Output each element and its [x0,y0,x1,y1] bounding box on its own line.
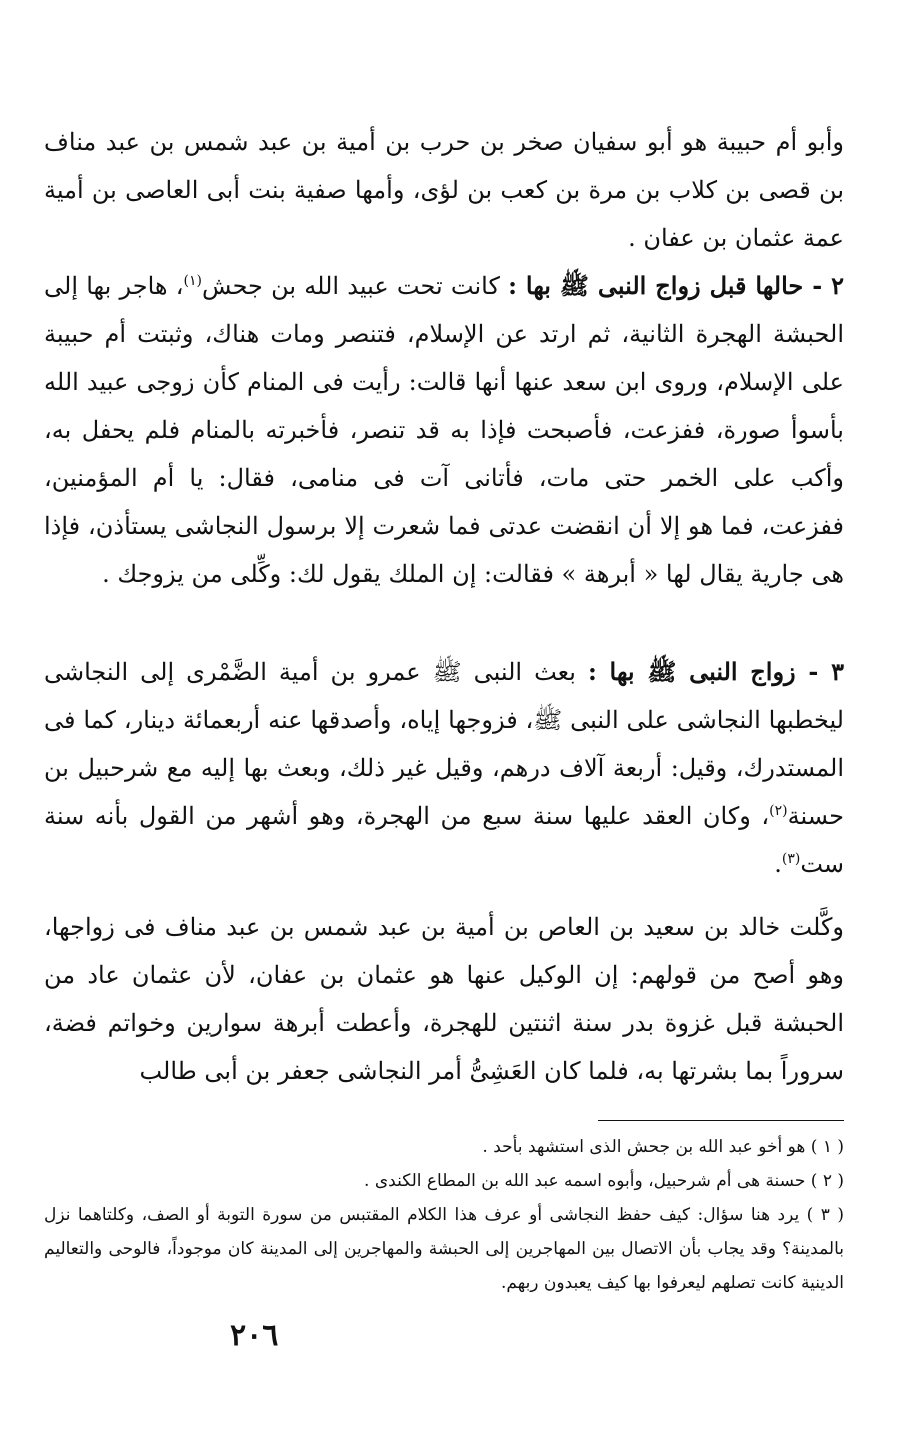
section-heading-3: ٣ - زواج النبى ﷺ بها : [587,657,844,686]
paragraph-lineage-text: وأبو أم حبيبة هو أبو سفيان صخر بن حرب بن أمية بن عبد شمس بن عبد مناف بن قصى بن كلاب بن مرة بن كعب بن لؤى، وأمها صفية بنت أبى العاصى بن أمية عمة عثمان بن عفان . [44,128,844,252]
footnote-ref-2[interactable]: (٢) [769,803,788,819]
paragraph-text: كانت تحت عبيد الله بن جحش [201,272,500,300]
section-heading-2: ٢ - حالها قبل زواج النبى ﷺ بها : [508,271,844,300]
footnotes [44,1130,844,1300]
footnote-2: ( ٢ ) حسنة هى أم شرحبيل، وأبوه اسمه عبد الله بن المطاع الكندى . [364,1171,844,1191]
footnote-ref-1[interactable]: (١) [183,273,202,289]
paragraph-text: ، وكان العقد عليها سنة سبع من الهجرة، وهو أشهر من القول بأنه سنة ست [44,802,844,878]
footnote-ref-3[interactable]: (٣) [781,851,801,867]
footnote-divider [598,1120,844,1121]
paragraph-text: بعث النبى ﷺ عمرو بن أمية الضَّمْرى إلى النجاشى ليخطبها النجاشى على النبى ﷺ، فزوجها إياه، وأصدقها عنه أربعمائة دينار، كما فى المستدرك، وقيل: أربعة آلاف درهم، وقيل غير ذلك، وبعث بها إليه مع شرحبيل بن حسنة [44,658,844,830]
paragraph-agent [44,903,844,1095]
paragraph-lineage [44,118,844,262]
footnote-3: ( ٣ ) يرد هنا سؤال: كيف حفظ النجاشى أو عرف هذا الكلام المقتبس من سورة التوبة أو الصف، وكلتاهما نزل بالمدينة؟ وقد يجاب بأن الاتصال بين المهاجرين إلى الحبشة والمهاجرين إلى المدينة كان موجوداً، فالوحى والتعاليم الدينية كانت تصلهم ليعرفوا بها كيف يعبدون ربهم. [44,1205,844,1293]
paragraph-agent-text: وكَّلت خالد بن سعيد بن العاص بن أمية بن عبد شمس بن عبد مناف فى زواجها، وهو أصح من قولهم: إن الوكيل عنها هو عثمان بن عفان، لأن عثمان عاد من الحبشة قبل غزوة بدر سنة اثنتين للهجرة، وأعطت أبرهة سوارين وخواتم فضة، سروراً بما بشرتها به، فلما كان العَشِىُّ أمر النجاشى جعفر بن أبى طالب [44,913,845,1085]
paragraph-text: . [774,850,782,878]
page-number: ٢٠٦ [230,1318,279,1353]
paragraph-before-marriage [44,262,844,598]
paragraph-marriage [44,648,844,888]
footnote-1: ( ١ ) هو أخو عبد الله بن جحش الذى استشهد بأحد . [482,1137,844,1157]
paragraph-text: ، هاجر بها إلى الحبشة الهجرة الثانية، ثم ارتد عن الإسلام، فتنصر ومات هناك، وثبتت أم حبيبة على الإسلام، وروى ابن سعد عنها أنها قالت: رأيت فى المنام كأن زوجى عبيد الله بأسوأ صورة، ففزعت، فأصبحت فإذا به قد تنصر، فأخبرته بالمنام فلم يحفل به، وأكب على الخمر حتى مات، فأتانى آت فى منامى، فقال: يا أم المؤمنين، ففزعت، فما هو إلا أن انقضت عدتى فما شعرت إلا برسول النجاشى يستأذن، فإذا هى جارية يقال لها « أبرهة » فقالت: إن الملك يقول لك: وكِّلى من يزوجك . [44,272,844,588]
